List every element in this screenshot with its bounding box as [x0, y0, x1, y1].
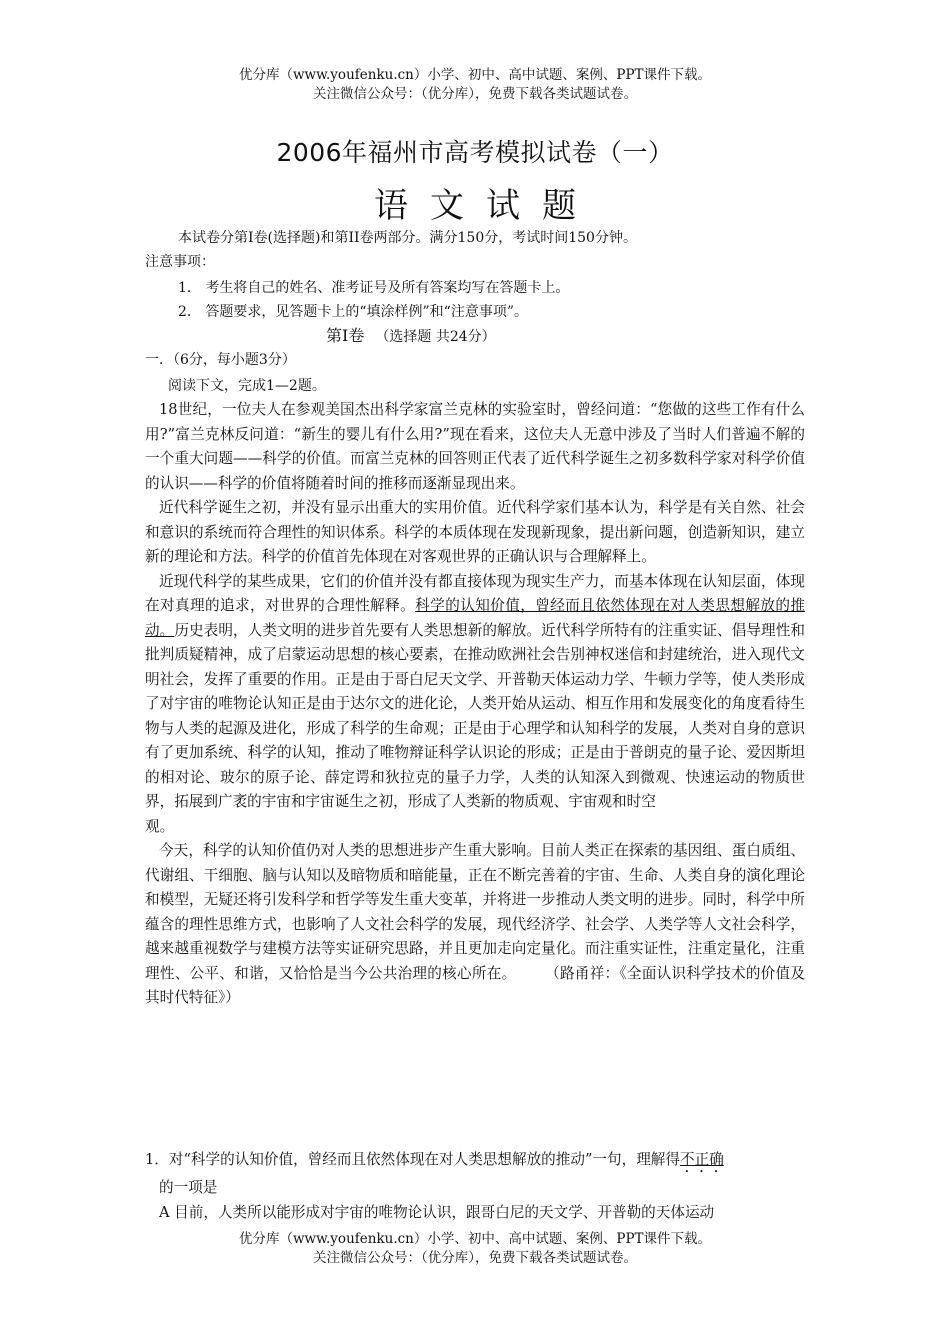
- passage-paragraph-3: [145, 570, 805, 815]
- question-1-stem-end: 的一项是: [159, 1179, 218, 1196]
- page-title: 2006年福州市高考模拟试卷（一）: [276, 138, 674, 167]
- passage-paragraph-4: [145, 839, 805, 1011]
- passage-p3-end: 观。: [145, 817, 175, 835]
- passage-source: （路甬祥：《全面认识科学技术的价值及其时代特征》）: [145, 964, 805, 1006]
- footer-line-1: 优分库（www.youfenku.cn）小学、初中、高中试题、案例、PPT课件下载。: [238, 1231, 712, 1247]
- footer-line-2: 关注微信公众号：（优分库），免费下载各类试题试卷。: [313, 1250, 637, 1266]
- section-note: （选择题 共24分）: [375, 329, 496, 345]
- underlined-sentence: 科学的认知价值，曾经而且依然体现在对人类思想解放的推动。: [145, 597, 805, 639]
- section-title-text: 第I卷: [326, 326, 365, 345]
- notice-label: 注意事项：: [145, 254, 215, 270]
- part-heading: 一．（6分，每小题3分）: [145, 352, 296, 368]
- section-title: [326, 326, 496, 347]
- passage-p3-rest: 历史表明，人类文明的进步首先要有人类思想新的解放。近代科学所特有的注重实证、倡导理性和批判质疑精神，成了启蒙运动思想的核心要素，在推动欧洲社会告别神权迷信和封建统治，进入现代文明社会，发挥了重要的作用。正是由于哥白尼天文学、开普勒天体运动力学、牛顿力学等，使人类形成了对宇宙的唯物论认知正是由于达尔文的进化论，人类开始从运动、相互作用和发展变化的角度看待生物与人类的起源及进化，形成了科学的生命观；正是由于心理学和认知科学的发展，人类对自身的意识有了更加系统、科学的认知，推动了唯物辩证科学认识论的形成；正是由于普朗克的量子论、爱因斯坦的相对论、玻尔的原子论、薛定谔和狄拉克的量子力学，人类的认知深入到微观、快速运动的物质世界，拓展到广袤的宇宙和宇宙诞生之初，形成了人类新的物质观、宇宙观和时空: [145, 621, 805, 810]
- passage-paragraph-1: 18世纪，一位夫人在参观美国杰出科学家富兰克林的实验室时，曾经问道：“您做的这些工作有什么用?”富兰克林反问道：“新生的婴儿有什么用?”现在看来，这位夫人无意中涉及了当时人们普遍不解的一个重大问题——科学的价值。而富兰克林的回答则正代表了近代科学诞生之初多数科学家对科学价值的认识——科学的价值将随着时间的推移而逐渐显现出来。: [145, 401, 805, 492]
- intro-paragraph: 本试卷分第I卷(选择题)和第II卷两部分。满分150分，考试时间150分钟。: [178, 230, 637, 246]
- question-1-emphasis: 不正确: [680, 1151, 724, 1168]
- question-1-stem: [145, 1148, 805, 1176]
- passage: [145, 398, 805, 1011]
- question-1-stem-text: 1．对“科学的认知价值，曾经而且依然体现在对人类思想解放的推动”一句，理解得: [145, 1151, 680, 1168]
- passage-paragraph-2: 近代科学诞生之初，并没有显示出重大的实用价值。近代科学家们基本认为，科学是有关自然、社会和意识的系统而符合理性的知识体系。科学的本质体现在发现新现象，提出新问题，创造新知识，建立新的理论和方法。科学的价值首先体现在对客观世界的正确认识与合理解释上。: [145, 499, 805, 565]
- question-1: [145, 1148, 805, 1225]
- page-subtitle: 语文试题: [374, 186, 598, 226]
- header-line-1: 优分库（www.youfenku.cn）小学、初中、高中试题、案例、PPT课件下载。: [238, 67, 712, 83]
- passage-p4-text: 今天，科学的认知价值仍对人类的思想进步产生重大影响。目前人类正在探索的基因组、蛋白质组、代谢组、干细胞、脑与认知以及暗物质和暗能量，正在不断完善着的宇宙、生命、人类自身的演化理论和模型，无疑还将引发科学和哲学等发生重大变革，并将进一步推动人类文明的进步。同时，科学中所蕴含的理性思维方式，也影响了人文社会科学的发展，现代经济学、社会学、人类学等人文社会科学，越来越重视数学与建模方法等实证研究思路，并且更加走向定量化。而注重实证性，注重定量化，注重理性、公平、和谐，又恰恰是当今公共治理的核心所在。: [145, 842, 805, 982]
- part-instruction: 阅读下文，完成1—2题。: [168, 378, 326, 394]
- question-1-option-a: A 目前，人类所以能形成对宇宙的唯物论认识，跟哥白尼的天文学、开普勒的天体运动: [159, 1203, 715, 1221]
- header-line-2: 关注微信公众号：（优分库），免费下载各类试题试卷。: [313, 86, 637, 102]
- notice-item-1: 1． 考生将自己的姓名、准考证号及所有答案均写在答题卡上。: [178, 280, 570, 296]
- notice-item-2: 2． 答题要求，见答题卡上的“填涂样例”和“注意事项”。: [178, 304, 528, 320]
- passage-p3-start: 近现代科学的某些成果，它们的价值并没有都直接体现为现实生产力，而基本体现在认知层面，体现在对真理的追求，对世界的合理性解释。: [145, 572, 805, 614]
